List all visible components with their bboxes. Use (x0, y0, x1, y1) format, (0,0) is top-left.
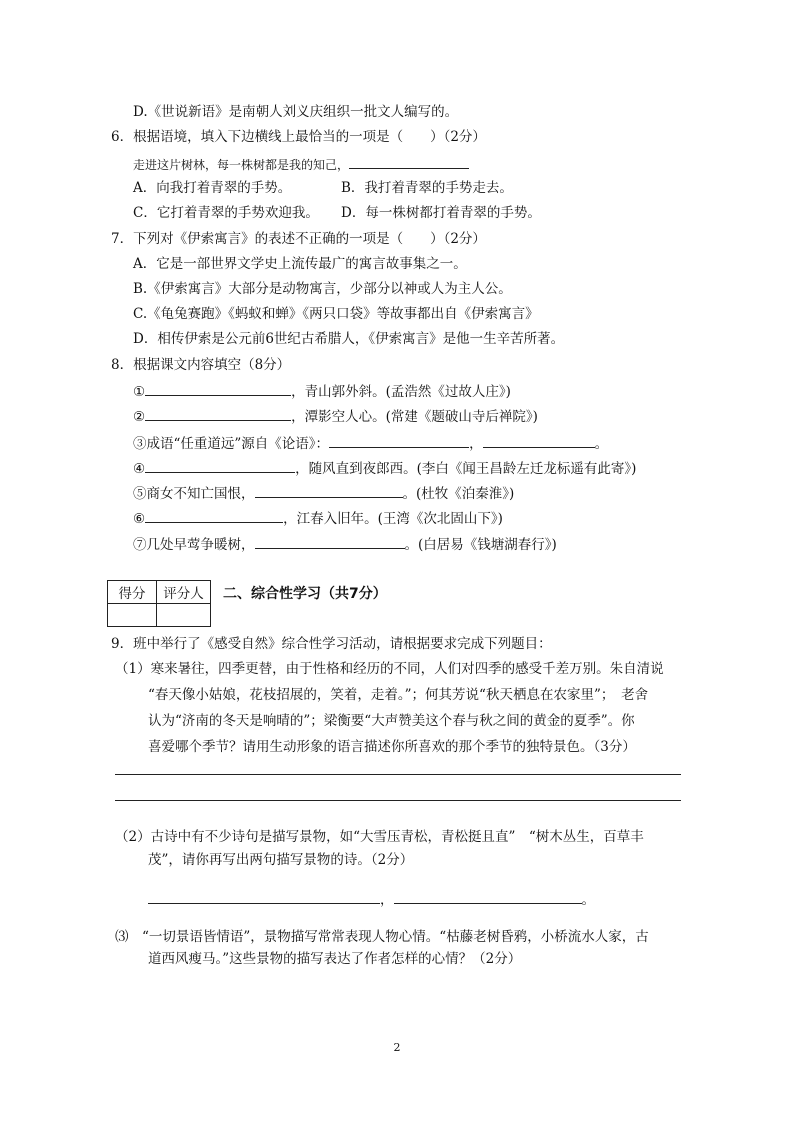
q6-answer-blank[interactable] (349, 154, 469, 169)
q9-part2-period: 。 (581, 892, 595, 908)
q8-item-7-blank[interactable] (255, 534, 405, 549)
score-table (107, 580, 211, 627)
q9-part2-answer (148, 889, 595, 909)
q9-part1-answer-line-2[interactable] (115, 800, 681, 801)
q7-option-b: B.《伊索寓言》大部分是动物寓言，少部分以神或人为主人公。 (133, 281, 512, 297)
q9-part1-line4: 喜爱哪个季节？请用生动形象的语言描述你所喜欢的那个季节的独特景色。（3分） (148, 739, 636, 755)
score-label: 得分 (108, 581, 157, 604)
q6-option-b: B．我打着青翠的手势走去。 (341, 180, 513, 196)
q8-item-3-prefix: ③成语“任重道远”源自《论语》： (133, 436, 330, 452)
q8-item-4 (133, 458, 636, 478)
q9-part1-answer-line-1[interactable] (115, 774, 681, 775)
q8-item-4-suffix: ，随风直到夜郎西。(李白《闻王昌龄左迁龙标遥有此寄》) (295, 461, 637, 477)
q8-item-3-comma: ， (469, 436, 483, 452)
q6-option-d: D．每一株树都打着青翠的手势。 (341, 205, 541, 221)
q8-item-2 (133, 406, 538, 426)
q8-item-6-blank[interactable] (145, 508, 283, 523)
q9-part3-line2: 道西风瘦马。”这些景物的描写表达了作者怎样的心情？（2分） (148, 951, 522, 967)
q8-item-1-blank[interactable] (145, 381, 291, 396)
q6-option-a: A．向我打着青翠的手势。 (133, 180, 292, 196)
section-2-title: 二、综合性学习（共7分） (223, 586, 387, 602)
q8-stem: 8．根据课文内容填空（8分） (111, 357, 291, 373)
q8-item-1-prefix: ① (133, 384, 146, 400)
q9-part2-line2: 茂”，请你再写出两句描写景物的诗。（2分） (148, 852, 414, 868)
q9-stem: 9．班中举行了《感受自然》综合性学习活动，请根据要求完成下列题目： (111, 636, 552, 652)
q8-item-3-blank-b[interactable] (483, 433, 595, 448)
q7-option-c: C.《龟兔赛跑》《蚂蚁和蝉》《两只口袋》等故事都出自《伊索寓言》 (133, 306, 539, 322)
q8-item-6-suffix: ，江春入旧年。(王湾《次北固山下》) (283, 511, 503, 527)
q8-item-5-blank[interactable] (255, 483, 403, 498)
q8-item-3-blank-a[interactable] (329, 433, 469, 448)
q9-part2-comma: ， (380, 892, 394, 908)
grader-cell[interactable] (157, 604, 211, 627)
q8-item-1-suffix: ，青山郭外斜。(孟浩然《过故人庄》) (291, 384, 511, 400)
q5-option-d: D.《世说新语》是南朝人刘义庆组织一批文人编写的。 (133, 104, 459, 120)
grader-label: 评分人 (157, 581, 211, 604)
q8-item-4-prefix: ④ (133, 461, 146, 477)
q9-part2-blank-a[interactable] (148, 889, 380, 904)
q8-item-5-prefix: ⑤商女不知亡国恨， (133, 486, 255, 502)
q9-part2-line1: （2）古诗中有不少诗句是描写景物，如“大雪压青松，青松挺且直” “树木丛生，百草丰 (115, 829, 644, 845)
q9-part3-line1: ⑶ “一切景语皆情语”，景物描写常常表现人物心情。“枯藤老树昏鸦，小桥流水人家，古 (115, 929, 649, 945)
q8-item-7-suffix: 。(白居易《钱塘湖春行》) (404, 537, 557, 553)
q8-item-3 (133, 433, 608, 453)
score-cell[interactable] (108, 604, 157, 627)
q8-item-4-blank[interactable] (145, 458, 295, 473)
q8-item-1 (133, 381, 511, 401)
q7-option-d: D．相传伊索是公元前6世纪古希腊人，《伊索寓言》是他一生辛苦所著。 (133, 331, 565, 347)
page-number: 2 (393, 1041, 401, 1054)
q8-item-7-prefix: ⑦几处早莺争暖树， (133, 537, 255, 553)
q7-stem: 7．下列对《伊索寓言》的表述不正确的一项是（ ）（2分） (111, 231, 486, 247)
q6-context (133, 154, 469, 174)
q8-item-5 (133, 483, 514, 503)
q8-item-7 (133, 534, 557, 554)
q8-item-2-prefix: ② (133, 409, 146, 425)
q7-option-a: A．它是一部世界文学史上流传最广的寓言故事集之一。 (133, 256, 467, 272)
q8-item-3-suffix: 。 (594, 436, 609, 452)
q8-item-6-prefix: ⑥ (133, 511, 146, 527)
q6-stem: 6．根据语境，填入下边横线上最恰当的一项是（ ）（2分） (111, 129, 486, 145)
q8-item-2-blank[interactable] (145, 406, 291, 421)
q8-item-5-suffix: 。(杜牧《泊秦淮》) (402, 486, 515, 502)
q9-part1-line3: 认为“济南的冬天是响晴的”；梁衡要“大声赞美这个春与秋之间的黄金的夏季”。你 (148, 713, 635, 729)
q8-item-2-suffix: ，潭影空人心。(常建《题破山寺后禅院》) (291, 409, 538, 425)
q6-context-text: 走进这片树林，每一株树都是我的知己， (133, 158, 350, 172)
q6-option-c: C．它打着青翠的手势欢迎我。 (133, 205, 319, 221)
q9-part1-line2: “春天像小姑娘，花枝招展的，笑着，走着。”；何其芳说“秋天栖息在农家里”； 老舍 (148, 687, 649, 703)
q9-part1-line1: （1）寒来暑往，四季更替，由于性格和经历的不同，人们对四季的感受千差万别。朱自清说 (115, 661, 664, 677)
q9-part2-blank-b[interactable] (394, 889, 582, 904)
q8-item-6 (133, 508, 503, 528)
